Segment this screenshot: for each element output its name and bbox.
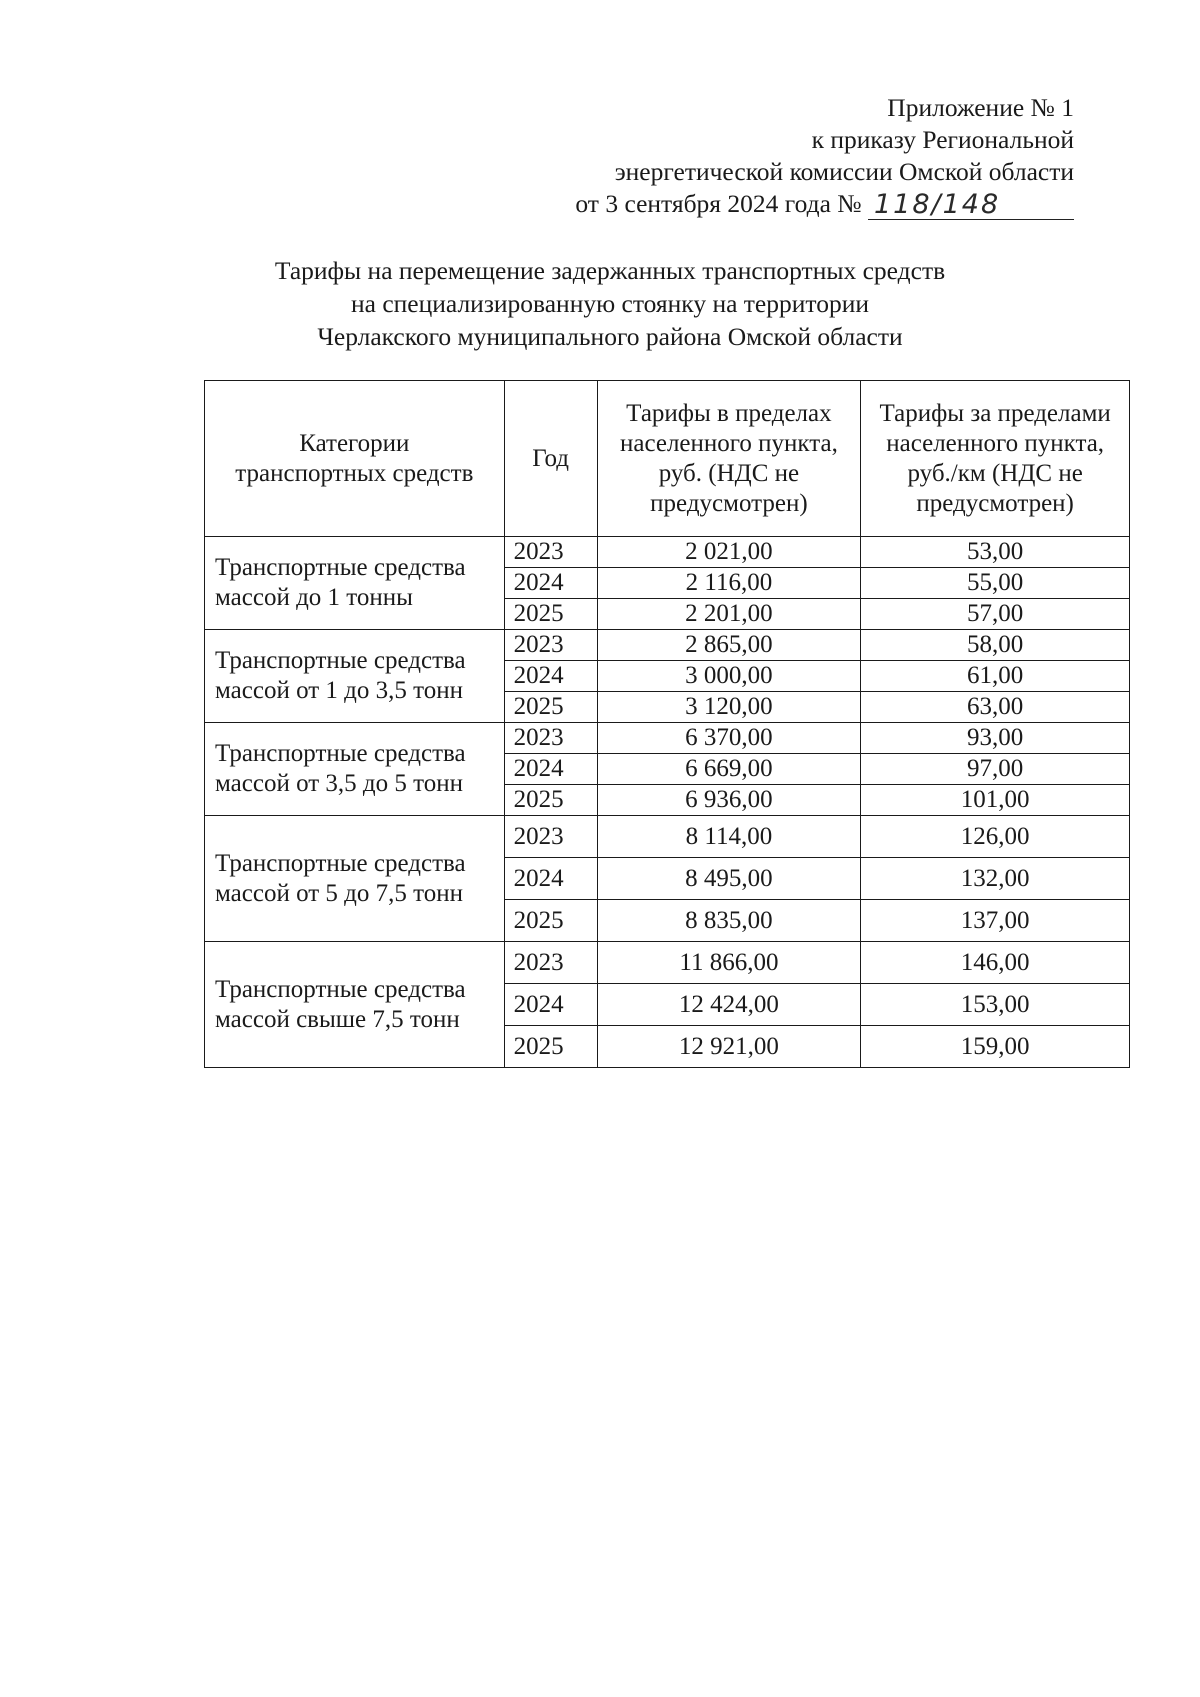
inside-tariff-cell: 8 114,00 (597, 816, 861, 858)
inside-tariff-cell: 8 495,00 (597, 858, 861, 900)
year-cell: 2024 (504, 568, 597, 599)
year-cell: 2023 (504, 630, 597, 661)
table-row (205, 816, 1130, 858)
appendix-label: Приложение № 1 (887, 93, 1074, 122)
outside-tariff-cell: 63,00 (861, 692, 1130, 723)
inside-tariff-cell: 2 201,00 (597, 599, 861, 630)
outside-tariff-cell: 126,00 (861, 816, 1130, 858)
year-cell: 2025 (504, 1026, 597, 1068)
outside-tariff-cell: 153,00 (861, 984, 1130, 1026)
title-line-1: Тарифы на перемещение задержанных транспортных средств (274, 256, 946, 285)
appendix-order-ref: к приказу Региональной (811, 125, 1074, 154)
category-cell: Транспортные средства массой от 5 до 7,5 тонн (205, 816, 505, 942)
header-category: Категории транспортных средств (205, 381, 505, 537)
header-year: Год (504, 381, 597, 537)
outside-tariff-cell: 58,00 (861, 630, 1130, 661)
inside-tariff-cell: 2 021,00 (597, 537, 861, 568)
outside-tariff-cell: 97,00 (861, 754, 1130, 785)
year-cell: 2023 (504, 942, 597, 984)
category-cell: Транспортные средства массой от 3,5 до 5 тонн (205, 723, 505, 816)
category-cell: Транспортные средства массой от 1 до 3,5 тонн (205, 630, 505, 723)
appendix-commission: энергетической комиссии Омской области (614, 157, 1074, 186)
outside-tariff-cell: 53,00 (861, 537, 1130, 568)
inside-tariff-cell: 12 921,00 (597, 1026, 861, 1068)
title-line-2: на специализированную стоянку на территории (350, 289, 869, 318)
inside-tariff-cell: 8 835,00 (597, 900, 861, 942)
year-cell: 2023 (504, 816, 597, 858)
inside-tariff-cell: 3 120,00 (597, 692, 861, 723)
table-row (205, 537, 1130, 568)
outside-tariff-cell: 93,00 (861, 723, 1130, 754)
outside-tariff-cell: 146,00 (861, 942, 1130, 984)
year-cell: 2023 (504, 723, 597, 754)
order-number-field (868, 189, 1074, 220)
inside-tariff-cell: 11 866,00 (597, 942, 861, 984)
order-number-handwritten: 118/148 (874, 189, 1001, 220)
inside-tariff-cell: 6 370,00 (597, 723, 861, 754)
outside-tariff-cell: 101,00 (861, 785, 1130, 816)
appendix-date: от 3 сентября 2024 года № (575, 189, 862, 218)
year-cell: 2024 (504, 661, 597, 692)
inside-tariff-cell: 12 424,00 (597, 984, 861, 1026)
outside-tariff-cell: 137,00 (861, 900, 1130, 942)
year-cell: 2024 (504, 858, 597, 900)
appendix-header (575, 92, 1074, 220)
year-cell: 2023 (504, 537, 597, 568)
table-header-row (205, 381, 1130, 537)
title-line-3: Черлакского муниципального района Омской области (317, 322, 903, 351)
inside-tariff-cell: 2 865,00 (597, 630, 861, 661)
year-cell: 2025 (504, 599, 597, 630)
table-row (205, 942, 1130, 984)
inside-tariff-cell: 3 000,00 (597, 661, 861, 692)
table-row (205, 723, 1130, 754)
header-outside: Тарифы за пределами населенного пункта, руб./км (НДС не предусмотрен) (861, 381, 1130, 537)
inside-tariff-cell: 2 116,00 (597, 568, 861, 599)
year-cell: 2024 (504, 984, 597, 1026)
document-title (170, 254, 1050, 353)
outside-tariff-cell: 61,00 (861, 661, 1130, 692)
outside-tariff-cell: 132,00 (861, 858, 1130, 900)
tariff-table (204, 380, 1130, 1068)
outside-tariff-cell: 57,00 (861, 599, 1130, 630)
inside-tariff-cell: 6 936,00 (597, 785, 861, 816)
outside-tariff-cell: 159,00 (861, 1026, 1130, 1068)
category-cell: Транспортные средства массой свыше 7,5 тонн (205, 942, 505, 1068)
year-cell: 2025 (504, 692, 597, 723)
outside-tariff-cell: 55,00 (861, 568, 1130, 599)
inside-tariff-cell: 6 669,00 (597, 754, 861, 785)
year-cell: 2025 (504, 785, 597, 816)
year-cell: 2025 (504, 900, 597, 942)
header-inside: Тарифы в пределах населенного пункта, руб. (НДС не предусмотрен) (597, 381, 861, 537)
year-cell: 2024 (504, 754, 597, 785)
appendix-date-line (575, 188, 1074, 220)
category-cell: Транспортные средства массой до 1 тонны (205, 537, 505, 630)
table-row (205, 630, 1130, 661)
